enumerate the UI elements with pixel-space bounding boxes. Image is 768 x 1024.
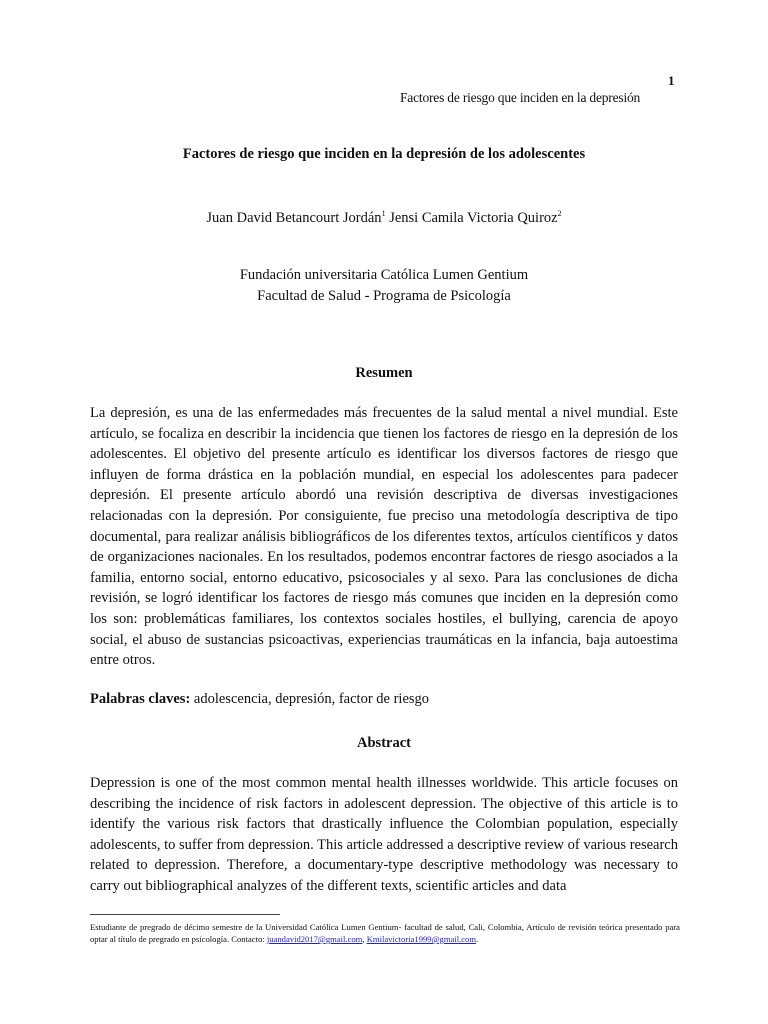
resumen-paragraph: La depresión, es una de las enfermedades más frecuentes de la salud mental a nivel mundial. Este artículo, se focaliza en describir la incidencia que tienen los factores de riesgo en la depresión de los adolescentes. El objetivo del presente artículo es identificar los diversos factores de riesgo que influyen de forma drástica en la población mundial, en especial los adolescentes para padecer depresión. El presente artículo abordó una revisión descriptiva de diversas investigaciones relacionadas con la depresión. Por consiguiente, fue preciso una metodología descriptiva de tipo documental, para realizar análisis bibliográficos de los diferentes textos, artículos científicos y datos de organizaciones nacionales. En los resultados, podemos encontrar factores de riesgo asociados a la familia, entorno social, entorno educativo, psicosociales y al sexo. Para las conclusiones de dicha revisión, se logró identificar los factores de riesgo más comunes que inciden en la depresión como los son: problemáticas familiares, los contextos sociales hostiles, el bullying, carencia de apoyo social, el abuso de sustancias psicoactivas, experiencias traumáticas en la infancia, baja autoestima entre otros. (90, 405, 678, 669)
author-1-footnote-mark: 1 (381, 209, 386, 218)
paper-title: Factores de riesgo que inciden en la depresión de los adolescentes (182, 146, 586, 162)
keywords-value: adolescencia, depresión, factor de riesgo (193, 691, 430, 707)
email-link-2[interactable]: Kmilavictoria1999@gmail.com (366, 934, 477, 944)
affiliation-faculty: Facultad de Salud - Programa de Psicología (257, 288, 511, 304)
authors-line (0, 209, 768, 227)
footnote-divider (90, 914, 280, 915)
author-2: Jensi Camila Victoria Quiroz (389, 209, 558, 226)
footnote-separator: , (362, 934, 365, 944)
abstract-paragraph: Depression is one of the most common mental health illnesses worldwide. This article focuses on describing the incidence of risk factors in adolescent depression. The objective of this article is to identify the various risk factors that drastically influence the Colombian population, especially adolescents, to suffer from depression. This article addressed a descriptive review of various research related to depression. Therefore, a documentary-type descriptive methodology was necessary to carry out bibliographical analyzes of the different texts, scientific articles and data (90, 775, 678, 894)
keywords-label: Palabras claves: (90, 691, 191, 707)
footnote (90, 921, 680, 945)
footnote-text: Estudiante de pregrado de décimo semestre de la Universidad Católica Lumen Gentium- facultad de salud, Cali, Colombia, Artículo de revisión teórica presentado para optar al título de pregrado en psicología. Contacto: (90, 922, 680, 944)
author-2-footnote-mark: 2 (557, 209, 562, 218)
abstract-heading: Abstract (357, 735, 411, 751)
keywords-line (90, 691, 429, 708)
page-number: 1 (668, 73, 675, 88)
resumen-heading: Resumen (355, 365, 413, 381)
author-1: Juan David Betancourt Jordán (206, 209, 382, 226)
email-link-1[interactable]: juandavid2017@gmail.com (266, 934, 363, 944)
affiliation-university: Fundación universitaria Católica Lumen Gentium (239, 267, 529, 283)
footnote-end: . (476, 934, 479, 944)
running-head: Factores de riesgo que inciden en la depresión (400, 90, 641, 105)
